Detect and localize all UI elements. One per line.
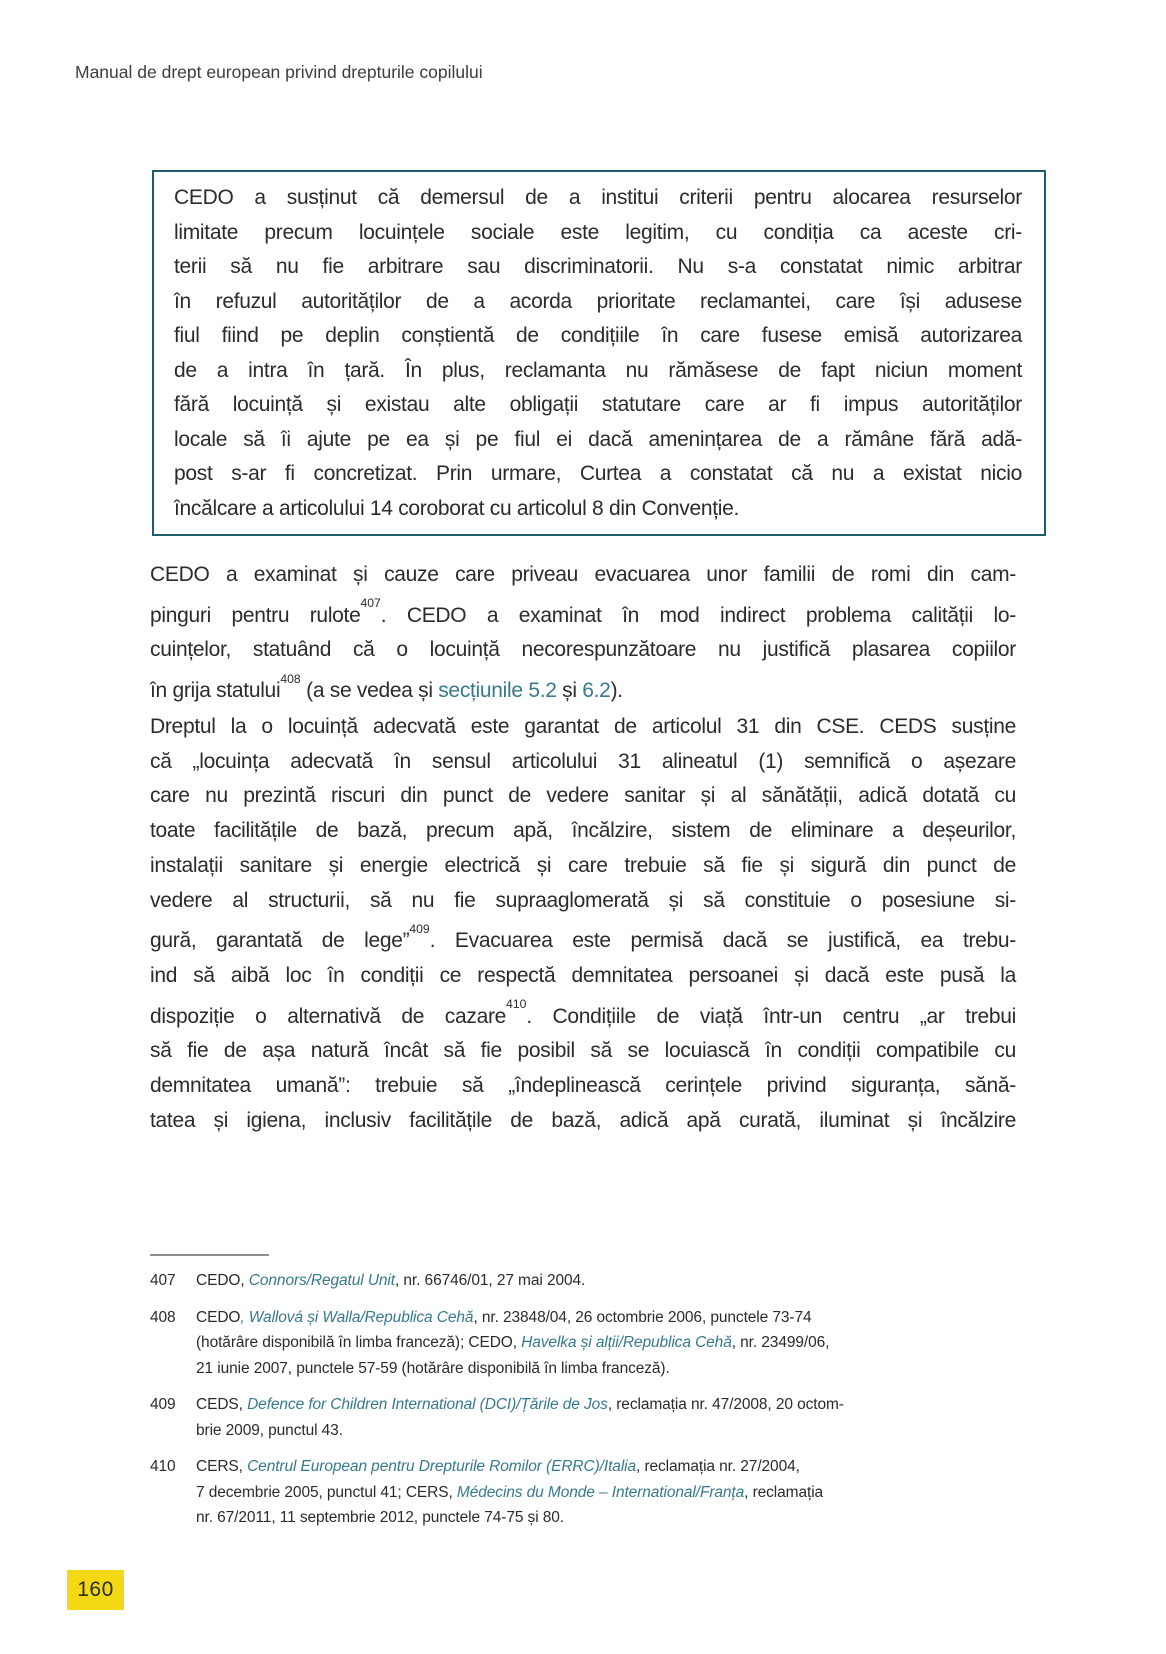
text-segment: . CEDO a examinat în mod indirect problema calității lo- [380,603,1016,627]
footnote-410 [150,1454,1016,1531]
text-line: încălcare a articolului 14 coroborat cu articolul 8 din Convenție. [174,496,740,520]
text-line [150,849,1016,884]
footnote-ref: 408 [280,671,301,686]
text-segment: toate facilitățile de bază, precum apă, încălzire, sistem de eliminare a deșeurilor, [150,819,1016,843]
footnote-text [196,1268,1016,1294]
text-segment: , reclamația nr. 47/2008, 20 octom- [607,1396,844,1413]
text-segment: care nu prezintă riscuri din punct de vedere sanitar și al sănătății, adică dotată cu [150,784,1016,808]
text-line [196,1505,1016,1531]
text-segment: CERS, [196,1458,248,1475]
text-segment: , nr. 66746/01, 27 mai 2004. [395,1272,586,1289]
footnote-text [196,1305,1016,1382]
text-line: fără locuință și existau alte obligații statutare care ar fi impus autorităților [174,393,1022,416]
case-name-link[interactable]: , Wallová și Walla/Republica Cehă [240,1308,474,1326]
text-segment: CEDO, [196,1272,249,1289]
text-line: în refuzul autorităților de a acorda prioritate reclamantei, care își adusese [174,289,1022,313]
text-segment: pinguri pentru rulote [150,603,361,627]
footnote-407 [150,1268,1016,1294]
text-segment: și [556,679,583,703]
page-number-badge [67,1570,124,1610]
text-segment: nr. 67/2011, 11 septembrie 2012, punctele 74-75 și 80. [196,1509,565,1526]
footnote-number: 408 [150,1308,176,1326]
footnote-separator [150,1254,269,1256]
text-segment: , nr. 23499/06, [731,1334,830,1351]
case-name-link[interactable]: Connors/Regatul Unit [248,1272,395,1289]
footnote-408 [150,1305,1016,1382]
text-segment: gură, garantată de lege” [150,929,410,953]
text-line [150,1034,1016,1069]
body-paragraph-evacuations [150,558,1016,709]
text-segment: demnitatea umană”: trebuie să „îndeplinească cerințele privind siguranța, sănă- [150,1074,1016,1098]
footnote-ref: 410 [506,997,527,1012]
text-line: fiul fiind pe deplin conștientă de condițiile în care fusese emisă autorizarea [174,324,1022,347]
footnotes-section [150,1268,1016,1542]
text-line [150,959,1016,994]
running-header: Manual de drept european privind drepturile copilului [75,62,483,82]
text-segment: , nr. 23848/04, 26 octombrie 2006, punctele 73-74 [473,1308,812,1326]
text-line [196,1480,1016,1506]
body-paragraph-adequate-housing [150,710,1016,1138]
text-segment: dispoziție o alternativă de cazare [150,1004,507,1028]
text-line [150,1069,1016,1104]
footnote-number: 407 [150,1272,176,1289]
case-law-box [152,170,1046,536]
case-name-link[interactable]: Centrul European pentru Drepturile Romilor (ERRC)/Italia [247,1458,637,1475]
text-line [150,593,1016,634]
text-line: CEDO a susținut că demersul de a institui criterii pentru alocarea resurselor [174,186,1022,209]
footnote-number: 409 [150,1396,176,1413]
text-segment: , reclamația nr. 27/2004, [636,1458,800,1475]
text-line [196,1305,1016,1331]
text-line [196,1392,1016,1418]
text-segment: ). [610,679,623,703]
text-segment: să fie de așa natură încât să fie posibil să se locuiască în condiții compatibile cu [150,1039,1016,1063]
cross-reference-link[interactable]: secțiunile 5.2 [438,679,557,703]
text-line: de a intra în țară. În plus, reclamanta nu rămăsese de fapt niciun moment [174,358,1022,382]
text-line [150,994,1016,1035]
text-line [150,710,1016,745]
text-segment: , reclamația [744,1483,824,1501]
text-line [150,668,1016,709]
text-line: terii să nu fie arbitrare sau discriminatorii. Nu s-a constatat nimic arbitrar [174,255,1022,278]
text-line [196,1454,1016,1480]
text-segment: 7 decembrie 2005, punctul 41; CERS, [196,1483,457,1501]
cross-reference-link[interactable]: 6.2 [582,679,611,703]
text-segment: CEDO [196,1308,241,1326]
text-segment: că „locuința adecvată în sensul articolului 31 alineatul (1) semnifică o așezare [150,749,1016,773]
text-line [150,1104,1016,1139]
footnote-text [196,1454,1016,1531]
footnote-409 [150,1392,1016,1443]
text-segment: (a se vedea și [300,679,439,703]
text-line: post s-ar fi concretizat. Prin urmare, Curtea a constatat că nu a existat nicio [174,462,1022,485]
text-line [196,1268,1016,1294]
footnote-ref: 409 [409,921,430,936]
case-name-link[interactable]: Havelka și alții/Republica Cehă [521,1334,732,1351]
case-name-link[interactable]: Médecins du Monde – International/Franța [456,1483,745,1501]
text-line [150,558,1016,593]
text-segment: (hotărâre disponibilă în limba franceză); CEDO, [196,1334,522,1351]
text-line [150,884,1016,919]
text-segment: vedere al structurii, să nu fie supraaglomerată și să constituie o posesiune si- [150,888,1016,912]
text-segment: ind să aibă loc în condiții ce respectă demnitatea persoanei și dacă este pusă la [150,963,1016,987]
text-line [196,1418,1016,1444]
text-segment: CEDO a examinat și cauze care priveau evacuarea unor familii de romi din cam- [150,563,1016,586]
footnote-number: 410 [150,1458,176,1475]
text-segment: instalații sanitare și energie electrică și care trebuie să fie și sigură din punct de [150,853,1016,877]
text-line [150,918,1016,959]
text-segment: . Condițiile de viață într-un centru „ar trebui [526,1004,1016,1028]
text-segment: . Evacuarea este permisă dacă se justifică, ea trebu- [429,929,1016,953]
text-line: locale să îi ajute pe ea și pe fiul ei dacă amenințarea de a rămâne fără adă- [174,427,1022,451]
text-segment: brie 2009, punctul 43. [196,1421,343,1439]
text-segment: în grija statului [150,679,281,703]
text-line [196,1356,1016,1382]
text-segment: 21 iunie 2007, punctele 57-59 (hotărâre disponibilă în limba franceză). [196,1359,670,1377]
text-line [150,814,1016,849]
text-segment: tatea și igiena, inclusiv facilitățile de bază, adică apă curată, iluminat și încălzire [150,1108,1016,1132]
footnote-text [196,1392,1016,1443]
text-segment: Dreptul la o locuință adecvată este garantat de articolul 31 din CSE. CEDS susține [150,715,1016,738]
text-line: limitate precum locuințele sociale este legitim, cu condiția ca aceste cri- [174,220,1022,244]
case-name-link[interactable]: Defence for Children International (DCI)/Țările de Jos [247,1396,608,1413]
text-segment: CEDS, [196,1396,248,1413]
text-line [150,779,1016,814]
text-segment: cuințelor, statuând că o locuință necorespunzătoare nu justifică plasarea copiilor [150,638,1016,662]
text-line [150,633,1016,668]
page-number: 160 [77,1578,114,1601]
footnote-ref: 407 [360,596,381,611]
text-line [196,1330,1016,1356]
text-line [150,745,1016,780]
